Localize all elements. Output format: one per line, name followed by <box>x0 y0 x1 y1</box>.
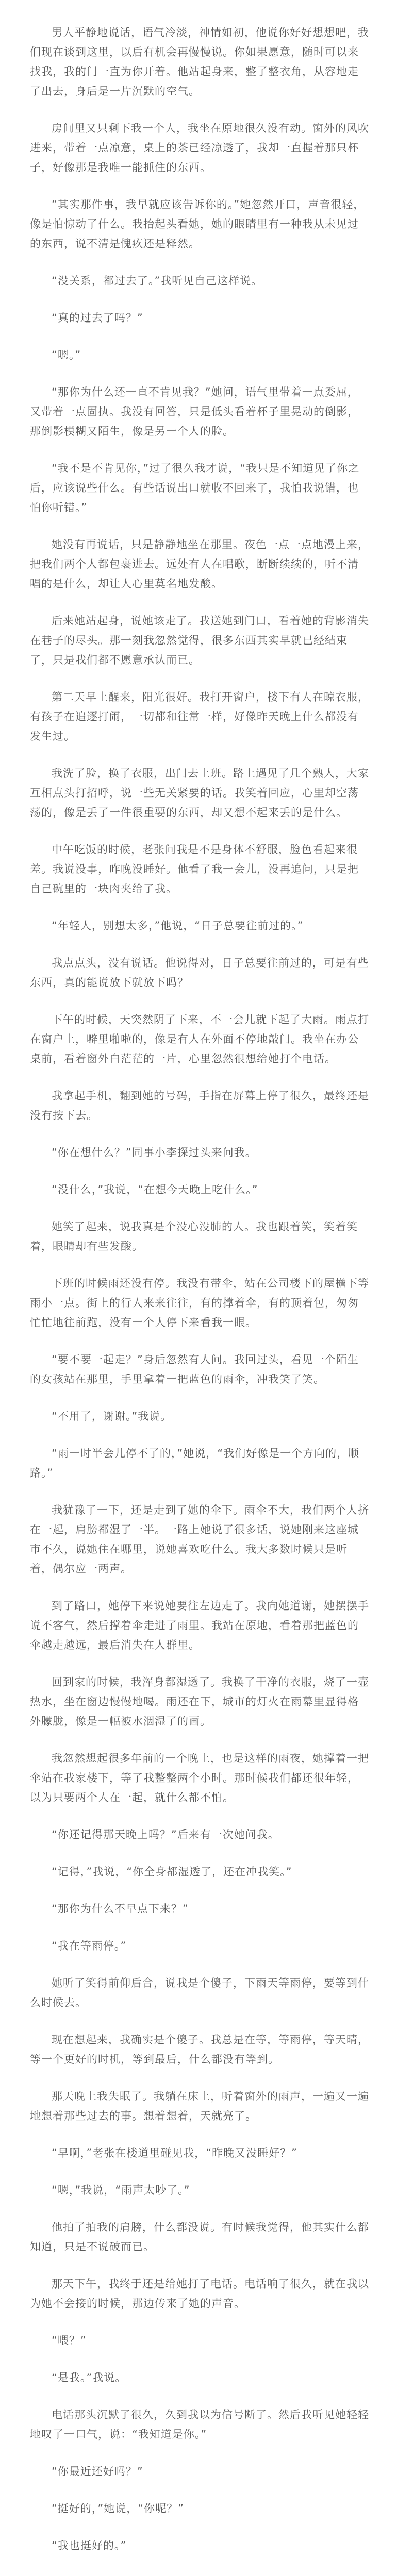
article-paragraph: “嗯，”我说，“雨声太吵了。” <box>52 2184 190 2196</box>
article-paragraph: “不用了，谢谢。”我说。 <box>52 1410 172 1422</box>
article-paragraph: “你在想什么？”同事小李探过头来问我。 <box>52 1146 257 1159</box>
article-paragraph: “挺好的，”她说，“你呢？” <box>52 2502 185 2515</box>
article-paragraph: “记得，”我说，“你全身都湿透了，还在冲我笑。” <box>52 1866 292 1878</box>
article-paragraph: 下午的时候，天突然阴了下来，不一会儿就下起了大雨。雨点打在窗户上，噼里啪啦的，像是有人在外面不停地敲门。我坐在办公桌前，看着窗外白茫茫的一片，心里忽然很想给她打个电话。 <box>30 1013 369 1065</box>
article-paragraph: “年轻人，别想太多，”他说，“日子总要往前过的。” <box>52 920 304 932</box>
article-paragraph: 她听了笑得前仰后合，说我是个傻子，下雨天等雨停，要等到什么时候去。 <box>30 1977 369 2009</box>
article-paragraph: “那你为什么不早点下来？” <box>52 1903 189 1915</box>
article-paragraph: 她笑了起来，说我真是个没心没肺的人。我也跟着笑，笑着笑着，眼睛却有些发酸。 <box>30 1221 358 1252</box>
article-paragraph: “没什么，”我说，“在想今天晚上吃什么。” <box>52 1183 258 1196</box>
article-paragraph: “雨一时半会儿停不了的，”她说，“我们好像是一个方向的，顺路。” <box>30 1447 360 1479</box>
article-paragraph: “我也挺好的。” <box>52 2539 127 2552</box>
article-paragraph: 后来她站起身，说她该走了。我送她到门口，看着她的背影消失在巷子的尽头。那一刻我忽然觉得，很多东西其实早就已经结束了，只是我们都不愿意承认而已。 <box>30 615 369 666</box>
article-paragraph: 我洗了脸，换了衣服，出门去上班。路上遇见了几个熟人，大家互相点头打招呼，说一些无关紧要的话。我笑着回应，心里却空荡荡的，像是丢了一件很重要的东西，却又想不起来丢的是什么。 <box>30 767 369 819</box>
article-paragraph: “嗯。” <box>52 349 81 361</box>
article-paragraph: 那天晚上我失眠了。我躺在床上，听着窗外的雨声，一遍又一遍地想着那些过去的事。想着想着，天就亮了。 <box>30 2090 369 2122</box>
article-paragraph: “我在等雨停。” <box>52 1940 127 1952</box>
article-paragraph: 回到家的时候，我浑身都湿透了。我换了干净的衣服，烧了一壶热水，坐在窗边慢慢地喝。雨还在下，城市的灯火在雨幕里显得格外朦胧，像是一幅被水洇湿了的画。 <box>30 1676 369 1727</box>
article-paragraph: 我犹豫了一下，还是走到了她的伞下。雨伞不大，我们两个人挤在一起，肩膀都湿了一半。一路上她说了很多话，说她刚来这座城市不久，说她住在哪里，说她喜欢吃什么。我大多数时候只是听着，偶尔应一两声。 <box>30 1504 369 1575</box>
article-paragraph: 我拿起手机，翻到她的号码，手指在屏幕上停了很久，最终还是没有按下去。 <box>30 1090 369 1122</box>
article-body <box>30 23 369 2576</box>
article-paragraph: “你还记得那天晚上吗？”后来有一次她问我。 <box>52 1828 279 1841</box>
article-paragraph: 她没有再说话，只是静静地坐在那里。夜色一点一点地漫上来，把我们两个人都包裹进去。远处有人在唱歌，断断续续的，听不清唱的是什么，却让人心里莫名地发酸。 <box>30 538 369 590</box>
article-paragraph: 房间里又只剩下我一个人，我坐在原地很久没有动。窗外的风吹进来，带着一点凉意，桌上的茶已经凉透了，我却一直握着那只杯子，好像那是我唯一能抓住的东西。 <box>30 122 369 174</box>
article-paragraph: “其实那件事，我早就应该告诉你的。”她忽然开口，声音很轻，像是怕惊动了什么。我抬起头看她，她的眼睛里有一种我从未见过的东西，说不清是愧疚还是释然。 <box>30 198 365 250</box>
article-paragraph: 下班的时候雨还没有停。我没有带伞，站在公司楼下的屋檐下等雨小一点。街上的行人来来往往，有的撑着伞，有的顶着包，匆匆忙忙地往前跑，没有一个人停下来看我一眼。 <box>30 1277 369 1329</box>
article-paragraph: 他拍了拍我的肩膀，什么都没说。有时候我觉得，他其实什么都知道，只是不说破而已。 <box>30 2221 369 2253</box>
article-paragraph: 第二天早上醒来，阳光很好。我打开窗户，楼下有人在晾衣服，有孩子在追逐打闹，一切都和往常一样，好像昨天晚上什么都没有发生过。 <box>30 691 369 742</box>
article-paragraph: “那你为什么还一直不肯见我？”她问，语气里带着一点委屈，又带着一点固执。我没有回答，只是低头看着杯子里晃动的倒影，那倒影模糊又陌生，像是另一个人的脸。 <box>30 386 359 437</box>
article-paragraph: 男人平静地说话，语气冷淡，神情如初，他说你好好想想吧，我们现在谈到这里，以后有机会再慢慢说。你如果愿意，随时可以来找我，我的门一直为你开着。他站起身来，整了整衣角，从容地走了出去，身后是一片沉默的空气。 <box>30 26 369 97</box>
article-paragraph: “早啊，”老张在楼道里碰见我，“昨晚又没睡好？” <box>52 2147 298 2159</box>
article-paragraph: 那天下午，我终于还是给她打了电话。电话响了很久，就在我以为她不会接的时候，那边传来了她的声音。 <box>30 2278 369 2310</box>
article-paragraph: “喂？” <box>52 2334 87 2347</box>
article-paragraph: 中午吃饭的时候，老张问我是不是身体不舒服，脸色看起来很差。我说没事，昨晚没睡好。他看了我一会儿，没再追问，只是把自己碗里的一块肉夹给了我。 <box>30 843 359 895</box>
article-paragraph: 电话那头沉默了很久，久到我以为信号断了。然后我听见她轻轻地叹了一口气，说：“我知道是你。” <box>30 2409 369 2441</box>
article-paragraph: “真的过去了吗？” <box>52 312 143 324</box>
article-paragraph: “没关系，都过去了。”我听见自己这样说。 <box>52 275 263 287</box>
article-paragraph: “要不要一起走？”身后忽然有人问。我回过头，看见一个陌生的女孩站在那里，手里拿着一把蓝色的雨伞，冲我笑了笑。 <box>30 1353 359 1385</box>
article-paragraph: “你最近还好吗？” <box>52 2465 143 2478</box>
article-paragraph <box>30 2573 369 2576</box>
article-paragraph: 我点点头，没有说话。他说得对，日子总要往前过的，可是有些东西，真的能说放下就放下吗？ <box>30 957 369 989</box>
article-paragraph: 到了路口，她停下来说她要往左边走了。我向她道谢，她摆摆手说不客气，然后撑着伞走进了雨里。我站在原地，看着那把蓝色的伞越走越远，最后消失在人群里。 <box>30 1600 369 1651</box>
article-paragraph: 我忽然想起很多年前的一个晚上，也是这样的雨夜，她撑着一把伞站在我家楼下，等了我整整两个小时。那时候我们都还很年轻，以为只要两个人在一起，就什么都不怕。 <box>30 1752 369 1804</box>
article-paragraph: 现在想起来，我确实是个傻子。我总是在等，等雨停，等天晴，等一个更好的时机，等到最后，什么都没有等到。 <box>30 2033 369 2065</box>
article-paragraph: “我不是不肯见你，”过了很久我才说，“我只是不知道见了你之后，应该说些什么。有些话说出口就收不回来了，我怕我说错，也怕你听错。” <box>30 462 360 514</box>
article-paragraph: “是我。”我说。 <box>52 2371 127 2384</box>
